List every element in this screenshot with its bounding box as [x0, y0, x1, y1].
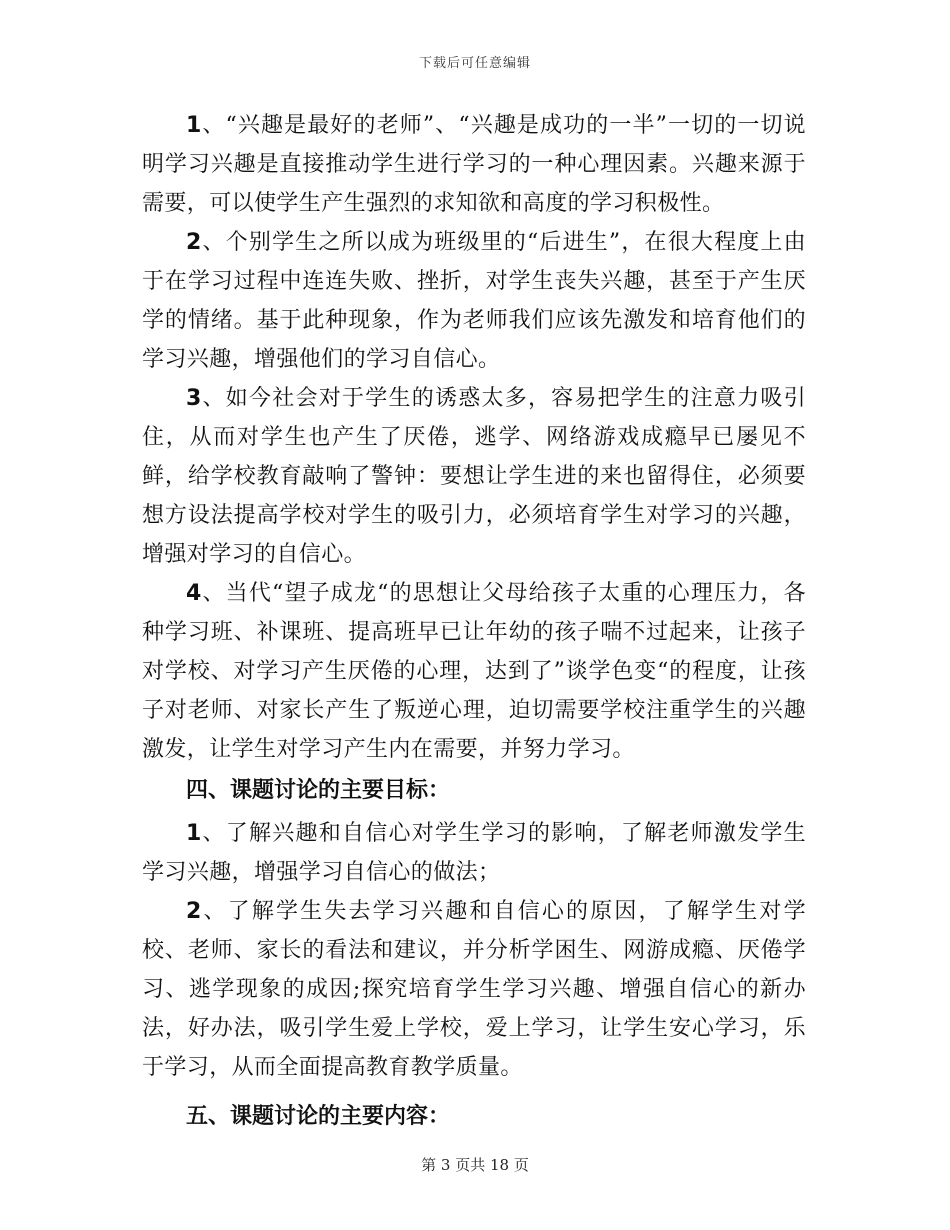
goal-paragraph-2 — [142, 892, 806, 1087]
paragraph-number: 3 — [186, 386, 202, 411]
page-number-footer: 第 3 页共 18 页 — [421, 1156, 529, 1174]
paragraph-number: 4 — [186, 581, 202, 606]
goal-paragraph-1 — [142, 814, 806, 892]
paragraph-3 — [142, 379, 806, 574]
section-heading-content: 五、课题讨论的主要内容： — [186, 1104, 451, 1129]
paragraph-text: 、“兴趣是最好的老师”、“兴趣是成功的一半”一切的一切说明学习兴趣是直接推动学生进行学习的一种心理因素。兴趣来源于需要，可以使学生产生强烈的求知欲和高度的学习积极性。 — [142, 113, 806, 216]
paragraph-text: 、当代“望子成龙“的思想让父母给孩子太重的心理压力，各种学习班、补课班、提高班早已让年幼的孩子喘不过起来，让孩子对学校、对学习产生厌倦的心理，达到了”谈学色变“的程度，让孩子对老师、对家长产生了叛逆心理，迫切需要学校注重学生的兴趣激发，让学生对学习产生内在需要，并努力学习。 — [142, 581, 806, 762]
paragraph-number: 1 — [186, 113, 202, 138]
paragraph-text: 、了解兴趣和自信心对学生学习的影响，了解老师激发学生学习兴趣，增强学习自信心的做法； — [142, 821, 806, 885]
paragraph-2 — [142, 223, 806, 379]
paragraph-number: 2 — [186, 899, 202, 924]
document-body — [142, 106, 806, 1140]
paragraph-text: 、个别学生之所以成为班级里的“后进生”，在很大程度上由于在学习过程中连连失败、挫折，对学生丧失兴趣，甚至于产生厌学的情绪。基于此种现象，作为老师我们应该先激发和培育他们的学习兴趣，增强他们的学习自信心。 — [142, 230, 806, 372]
paragraph-4 — [142, 574, 806, 769]
paragraph-number: 1 — [186, 821, 202, 846]
paragraph-text: 、了解学生失去学习兴趣和自信心的原因，了解学生对学校、老师、家长的看法和建议，并分析学困生、网游成瘾、厌倦学习、逃学现象的成因;探究培育学生学习兴趣、增强自信心的新办法，好办法，吸引学生爱上学校，爱上学习，让学生安心学习，乐于学习，从而全面提高教育教学质量。 — [142, 899, 806, 1080]
paragraph-number: 2 — [186, 230, 202, 255]
page-header-note: 下载后可任意编辑 — [418, 56, 531, 71]
paragraph-1 — [142, 106, 806, 223]
section-heading-goals: 四、课题讨论的主要目标： — [186, 778, 451, 803]
paragraph-text: 、如今社会对于学生的诱惑太多，容易把学生的注意力吸引住，从而对学生也产生了厌倦，逃学、网络游戏成瘾早已屡见不鲜，给学校教育敲响了警钟：要想让学生进的来也留得住，必须要想方设法提高学校对学生的吸引力，必须培育学生对学习的兴趣，增强对学习的自信心。 — [142, 386, 806, 567]
